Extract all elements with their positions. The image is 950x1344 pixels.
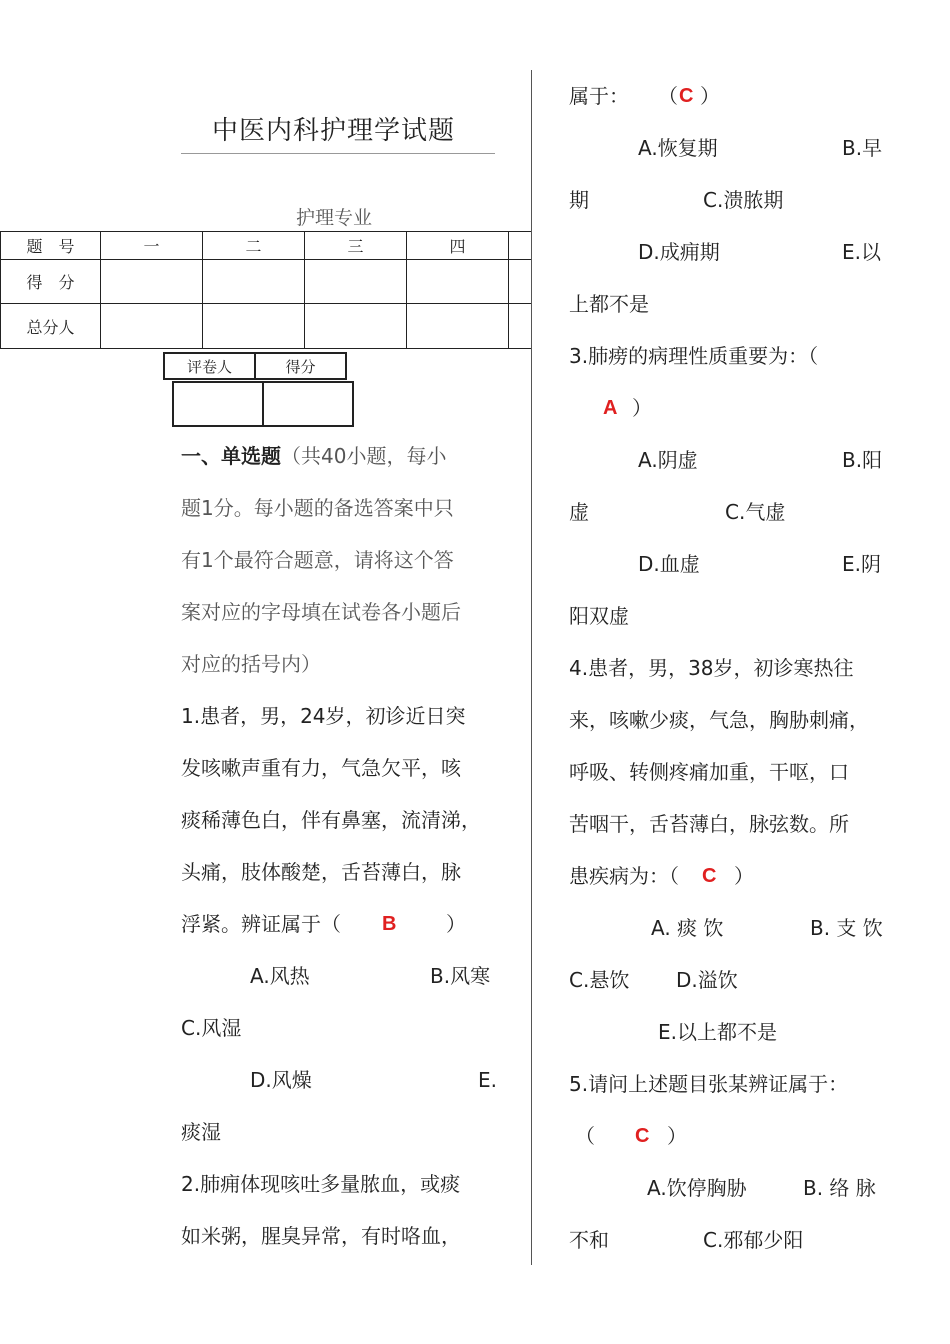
column-divider — [531, 70, 532, 1265]
score-cell[interactable] — [203, 304, 305, 349]
q1-text-line: 头痛，肢体酸楚，舌苔薄白，脉 — [181, 860, 461, 884]
q2-option-a: A.恢复期 — [638, 136, 718, 160]
q5-option-b-cont: 不和 — [569, 1228, 609, 1252]
q4-text-line: 苦咽干，舌苔薄白，脉弦数。所 — [569, 812, 849, 836]
q4-option-a: A. 痰 饮 — [651, 916, 724, 940]
section-desc-line: 对应的括号内） — [181, 652, 321, 676]
score-cell[interactable] — [407, 304, 509, 349]
q2-option-d: D.成痈期 — [638, 240, 720, 264]
score-header-cell — [509, 232, 532, 260]
q1-answer: B — [382, 913, 397, 935]
q4-option-e: E.以上都不是 — [658, 1020, 777, 1044]
q1-option-d: D.风燥 — [250, 1068, 312, 1092]
score-cell[interactable] — [305, 260, 407, 304]
q4-option-c: C.悬饮 — [569, 968, 630, 992]
grader-label: 评卷人 — [164, 353, 255, 379]
grader-header-table — [163, 352, 347, 380]
q4-close-paren: ） — [734, 864, 754, 888]
q2-option-e: E.以 — [842, 240, 881, 264]
q2-text-cont: 属于： — [569, 84, 629, 108]
q1-text-line: 发咳嗽声重有力，气急欠平，咳 — [181, 756, 461, 780]
q5-option-c: C.邪郁少阳 — [703, 1228, 804, 1252]
q4-text-line: 患疾病为：（ — [569, 864, 679, 888]
q3-option-a: A.阴虚 — [638, 448, 698, 472]
score-cell[interactable] — [509, 260, 532, 304]
q3-option-b-cont: 虚 — [569, 500, 589, 524]
score-row-label: 总分人 — [1, 304, 101, 349]
q4-text-line: 来，咳嗽少痰，气急，胸胁刺痛， — [569, 708, 869, 732]
q3-option-e-cont: 阳双虚 — [569, 604, 629, 628]
q2-option-b: B.早 — [842, 136, 883, 160]
grader-cell[interactable] — [173, 382, 263, 426]
q2-text-line: 如米粥，腥臭异常，有时咯血， — [181, 1224, 461, 1248]
q5-option-a: A.饮停胸胁 — [647, 1176, 747, 1200]
q4-text-line: 呼吸、转侧疼痛加重，干呕，口 — [569, 760, 849, 784]
q1-option-c: C.风湿 — [181, 1016, 242, 1040]
q3-close-paren: ） — [632, 396, 652, 420]
page-title: 中医内科护理学试题 — [212, 116, 456, 146]
q2-close-paren: ） — [700, 84, 720, 108]
q2-open-paren: （ — [658, 84, 678, 108]
q3-option-e: E.阴 — [842, 552, 881, 576]
score-table — [0, 231, 532, 349]
q3-option-b: B.阳 — [842, 448, 883, 472]
q1-option-a: A.风热 — [250, 964, 310, 988]
q5-option-b: B. 络 脉 — [803, 1176, 876, 1200]
q3-option-d: D.血虚 — [638, 552, 700, 576]
score-cell[interactable] — [101, 260, 203, 304]
q1-close-paren: ） — [446, 912, 466, 936]
score-header-cell: 四 — [407, 232, 509, 260]
score-row-label: 得 分 — [1, 260, 101, 304]
q3-answer: A — [603, 397, 618, 419]
q2-answer: C — [679, 85, 694, 107]
section-desc-line: 题1分。每小题的备选答案中只 — [181, 496, 454, 520]
q5-text-line: 5.请问上述题目张某辨证属于： — [569, 1072, 849, 1096]
q3-text-line: 3.肺痨的病理性质重要为：（ — [569, 344, 819, 368]
q5-answer: C — [635, 1125, 650, 1147]
grader-input-table — [172, 381, 354, 427]
score-box-cell[interactable] — [263, 382, 353, 426]
q2-option-e-cont: 上都不是 — [569, 292, 649, 316]
q4-option-d: D.溢饮 — [676, 968, 738, 992]
score-cell[interactable] — [101, 304, 203, 349]
q1-option-b: B.风寒 — [430, 964, 491, 988]
score-cell[interactable] — [407, 260, 509, 304]
major-label: 护理专业 — [296, 207, 373, 229]
score-header-cell: 一 — [101, 232, 203, 260]
q4-answer: C — [702, 865, 717, 887]
score-header-cell: 二 — [203, 232, 305, 260]
q4-option-b: B. 支 饮 — [810, 916, 883, 940]
score-header-cell: 三 — [305, 232, 407, 260]
q1-text-line: 1.患者，男，24岁，初诊近日突 — [181, 704, 466, 728]
score-cell[interactable] — [305, 304, 407, 349]
score-header-cell: 题 号 — [1, 232, 101, 260]
q3-option-c: C.气虚 — [725, 500, 786, 524]
section-desc-line: 案对应的字母填在试卷各小题后 — [181, 600, 461, 624]
q2-option-b-cont: 期 — [569, 188, 589, 212]
q2-option-c: C.溃脓期 — [703, 188, 784, 212]
title-underline — [181, 153, 495, 154]
q1-text-line: 痰稀薄色白，伴有鼻塞，流清涕， — [181, 808, 481, 832]
q5-open-paren: （ — [575, 1124, 595, 1148]
q1-text-line: 浮紧。辨证属于（ — [181, 912, 341, 936]
score-cell[interactable] — [509, 304, 532, 349]
section-1-intro — [181, 430, 446, 482]
score-cell[interactable] — [203, 260, 305, 304]
q4-text-line: 4.患者，男，38岁，初诊寒热往 — [569, 656, 854, 680]
section-heading: 一、单选题 — [181, 444, 281, 468]
score-label: 得分 — [255, 353, 346, 379]
section-desc-line: （共40小题，每小 — [281, 444, 447, 468]
q5-close-paren: ） — [667, 1124, 687, 1148]
q2-text-line: 2.肺痈体现咳吐多量脓血，或痰 — [181, 1172, 461, 1196]
q1-option-e-cont: 痰湿 — [181, 1120, 221, 1144]
q1-option-e: E. — [478, 1068, 497, 1092]
section-desc-line: 有1个最符合题意，请将这个答 — [181, 548, 454, 572]
